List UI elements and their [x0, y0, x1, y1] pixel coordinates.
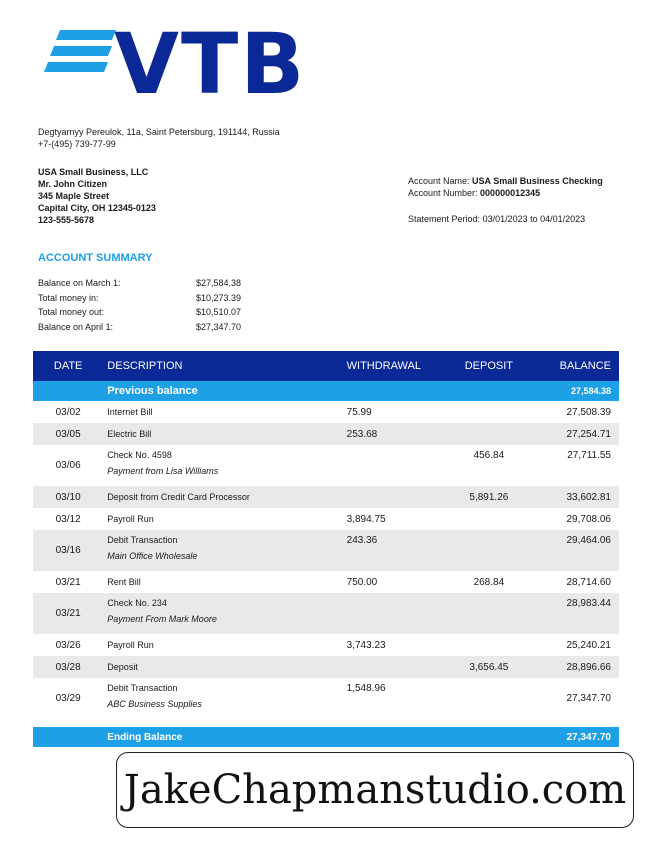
table-row: [33, 423, 619, 445]
row-date: 03/26: [55, 639, 81, 651]
account-number: Account Number: 000000012345: [408, 188, 541, 198]
transactions-table: [33, 351, 619, 747]
row-date: 03/29: [55, 693, 81, 704]
row-description: [103, 634, 346, 656]
table-row: [33, 678, 619, 719]
row-date: 03/21: [55, 576, 81, 588]
row-deposit: 3,656.45: [449, 656, 528, 678]
row-withdrawal: [347, 593, 450, 634]
row-balance: 28,896.66: [528, 656, 619, 678]
client-company: USA Small Business, LLC: [38, 167, 149, 177]
row-description: [103, 678, 346, 719]
table-header: [33, 351, 619, 381]
row-description: [103, 423, 346, 445]
logo-stripe-3: [44, 62, 108, 72]
client-block: [38, 166, 156, 226]
ending-balance-row: [33, 727, 619, 747]
ending-balance-label: Ending Balance: [103, 727, 346, 747]
row-description: [103, 656, 346, 678]
bank-address: [38, 126, 280, 150]
row-deposit: [449, 423, 528, 445]
row-description-sub: ABC Business Supplies: [107, 699, 202, 709]
header-date: DATE: [33, 351, 103, 381]
client-contact: Mr. John Citizen: [38, 179, 108, 189]
row-description: [103, 508, 346, 530]
row-withdrawal: [347, 486, 450, 508]
row-description-main: Deposit: [107, 662, 138, 672]
table-spacer: [33, 719, 619, 727]
vtb-logo: [44, 15, 307, 113]
row-date: 03/28: [33, 656, 103, 678]
row-withdrawal: 3,894.75: [346, 513, 386, 525]
ending-balance-value: 27,347.70: [528, 727, 619, 747]
row-description: [103, 401, 346, 423]
logo-text: VTB: [114, 15, 307, 113]
summary-row: Balance on April 1: $27,347.70: [38, 321, 242, 332]
client-city: Capital City, OH 12345-0123: [38, 203, 156, 213]
row-description: [103, 593, 346, 634]
row-deposit: [449, 401, 528, 423]
row-description: [103, 530, 346, 571]
row-balance: 27,254.71: [528, 423, 619, 445]
row-balance: 27,711.55: [567, 450, 611, 461]
row-description-sub: Main Office Wholesale: [107, 551, 198, 561]
table-row: [33, 530, 619, 571]
row-description-main: Debit Transaction: [107, 683, 178, 693]
row-description-main: Debit Transaction: [107, 535, 178, 545]
row-withdrawal: 253.68: [347, 423, 450, 445]
statement-period: Statement Period: 03/01/2023 to 04/01/2023: [408, 214, 586, 224]
account-name: Account Name: USA Small Business Checking: [408, 176, 603, 186]
row-description-sub: Payment from Lisa Williams: [107, 466, 219, 476]
header-withdrawal: WITHDRAWAL: [347, 351, 450, 381]
row-description-main: Deposit from Credit Card Processor: [107, 492, 250, 502]
table-row: [33, 571, 619, 593]
row-balance: 25,240.21: [566, 639, 611, 651]
table-row: [33, 634, 619, 656]
row-date: 03/12: [55, 513, 81, 525]
row-deposit: [449, 593, 528, 634]
account-summary: [38, 276, 241, 334]
client-phone: 123-555-5678: [38, 215, 95, 225]
table-row: [33, 445, 619, 486]
row-description-main: Check No. 4598: [107, 450, 172, 460]
row-date: 03/05: [33, 423, 103, 445]
row-withdrawal: 750.00: [346, 576, 378, 588]
row-withdrawal: 243.36: [347, 530, 450, 571]
bank-phone: +7-(495) 739-77-99: [38, 139, 116, 149]
row-balance: 28,714.60: [566, 576, 611, 588]
previous-balance-label: Previous balance: [103, 381, 346, 401]
row-deposit: 268.84: [473, 576, 505, 588]
row-withdrawal: [347, 656, 450, 678]
row-date: 03/06: [55, 460, 81, 471]
row-withdrawal: 3,743.23: [346, 639, 386, 651]
table-row: [33, 593, 619, 634]
row-deposit: 5,891.26: [449, 486, 528, 508]
table-row: [33, 401, 619, 423]
row-deposit: [449, 634, 528, 656]
summary-row: Total money out: $10,510.07: [38, 307, 242, 317]
previous-balance-value: 27,584.38: [528, 381, 619, 401]
row-balance: 29,464.06: [528, 530, 619, 571]
row-description-main: Electric Bill: [107, 429, 152, 439]
row-description: [103, 571, 346, 593]
row-withdrawal: [347, 445, 450, 486]
row-description-main: Payroll Run: [107, 514, 154, 524]
header-description: DESCRIPTION: [103, 351, 346, 381]
table-row: [33, 508, 619, 530]
row-description-main: Internet Bill: [107, 407, 153, 417]
row-deposit: 456.84: [473, 450, 505, 461]
row-description-main: Check No. 234: [107, 598, 167, 608]
row-date: 03/21: [33, 593, 103, 634]
table-row: [33, 486, 619, 508]
watermark: JakeChapmanstudio.com: [116, 752, 634, 828]
row-deposit: [449, 508, 528, 530]
header-balance: BALANCE: [528, 351, 619, 381]
row-description: [103, 445, 346, 486]
summary-row: Total money in: $10,273.39: [38, 292, 242, 303]
table-row: [33, 656, 619, 678]
row-date: 03/10: [33, 486, 103, 508]
row-balance: 33,602.81: [528, 486, 619, 508]
row-description-sub: Payment From Mark Moore: [107, 614, 217, 624]
summary-row: Balance on March 1: $27,584.38: [38, 278, 242, 288]
row-withdrawal: 1,548.96: [346, 683, 386, 694]
row-balance: 27,508.39: [566, 406, 611, 418]
row-balance: 29,708.06: [566, 513, 611, 525]
row-date: 03/02: [55, 406, 81, 418]
row-description-main: Payroll Run: [107, 640, 154, 650]
account-summary-title: ACCOUNT SUMMARY: [38, 252, 153, 264]
row-description: [103, 486, 346, 508]
header-deposit: DEPOSIT: [449, 351, 528, 381]
row-balance: 27,347.70: [566, 693, 611, 704]
row-deposit: [449, 530, 528, 571]
logo-stripe-1: [56, 30, 116, 40]
row-deposit: [449, 678, 528, 719]
row-balance: 28,983.44: [528, 593, 619, 634]
row-withdrawal: 75.99: [346, 406, 372, 418]
row-date: 03/16: [33, 530, 103, 571]
previous-balance-row: [33, 381, 619, 401]
client-street: 345 Maple Street: [38, 191, 110, 201]
account-info: [408, 175, 603, 225]
logo-stripe-2: [50, 46, 112, 56]
bank-address-line: Degtyarnyy Pereulok, 11a, Saint Petersburg, 191144, Russia: [38, 127, 280, 137]
row-description-main: Rent Bill: [107, 577, 141, 587]
